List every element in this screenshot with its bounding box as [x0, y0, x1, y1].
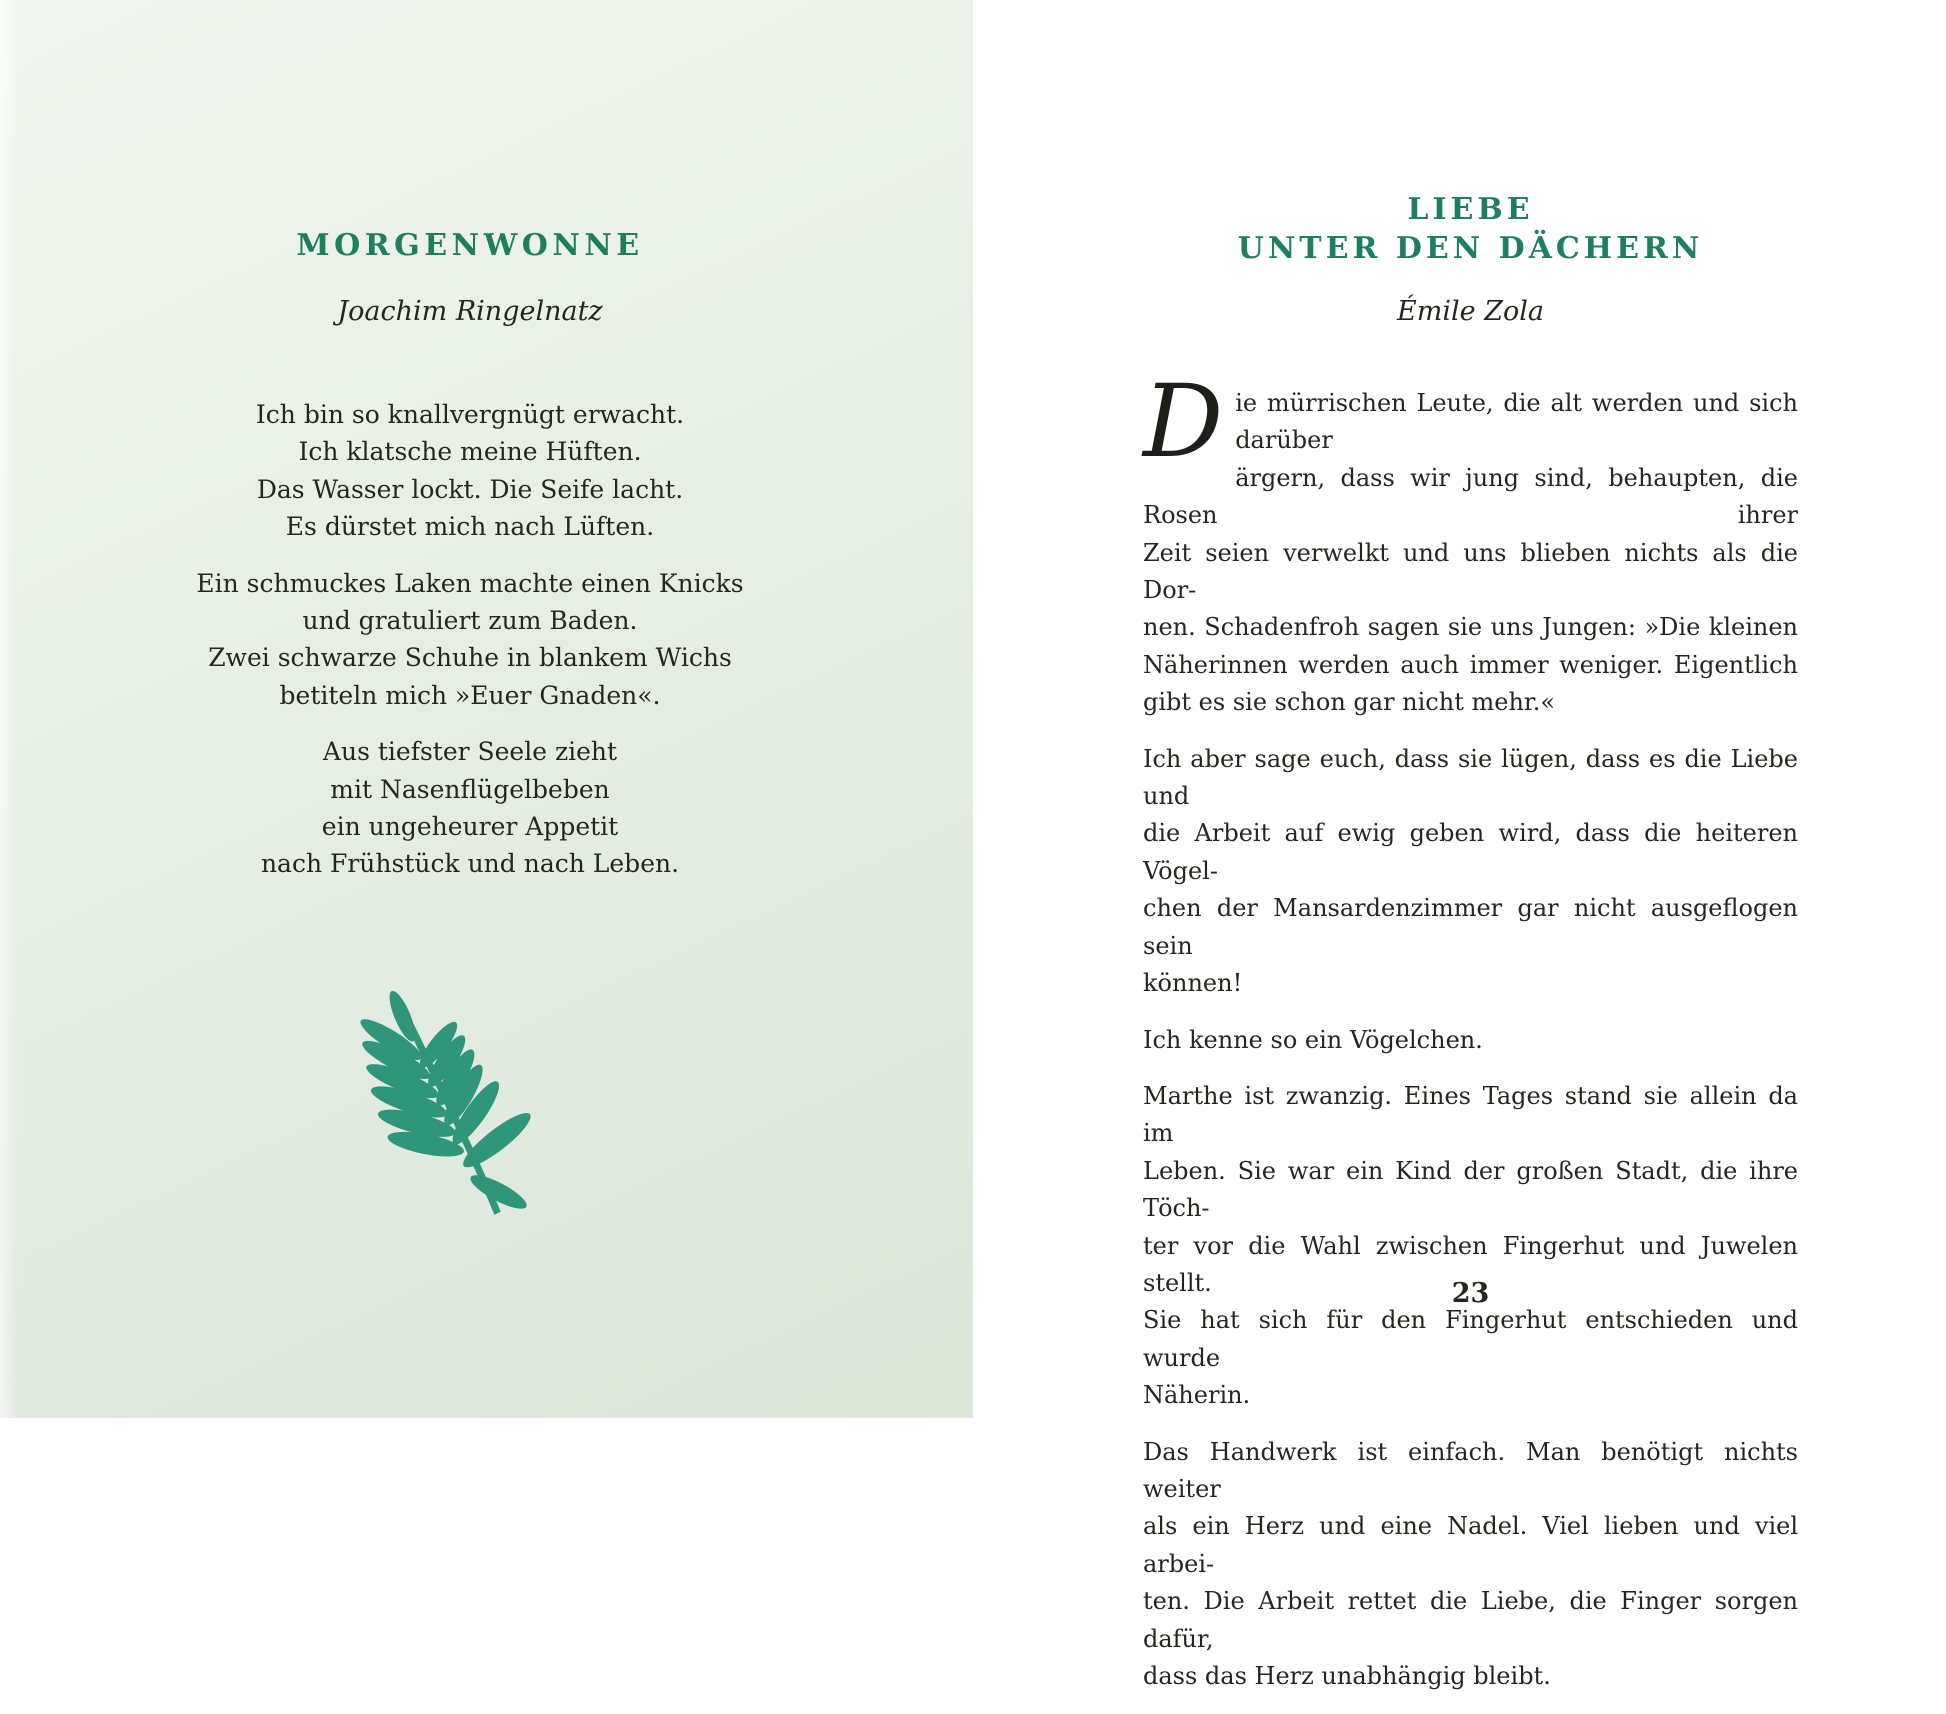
poem-line: ein ungeheurer Appetit	[321, 812, 619, 842]
text-line: Näherin.	[1143, 1381, 1251, 1410]
poem-line: Ein schmuckes Laken machte einen Knicks	[196, 568, 744, 598]
text-line: Näherinnen werden auch immer weniger. Eigentlich	[1143, 650, 1798, 679]
poem-stanza	[0, 733, 940, 883]
poem-line: Das Wasser lockt. Die Seife lacht.	[256, 474, 684, 504]
fern-leaf-icon	[362, 1008, 547, 1218]
poem-line: Es dürstet mich nach Lüften.	[285, 512, 655, 542]
paragraph	[1143, 1022, 1798, 1059]
right-page	[973, 0, 1946, 1690]
text-line: Sie hat sich für den Fingerhut entschieden und wurde	[1143, 1306, 1798, 1372]
text-line: die Arbeit auf ewig geben wird, dass die heiteren Vögel-	[1143, 819, 1798, 885]
poem-line: Ich bin so knallvergnügt erwacht.	[255, 400, 685, 429]
right-page-content	[1143, 0, 1798, 1690]
poem-body	[0, 396, 940, 902]
text-line: Zeit seien verwelkt und uns blieben nichts als die Dor-	[1143, 538, 1798, 605]
text-line: können!	[1143, 969, 1243, 998]
poem-author: Joachim Ringelnatz	[337, 296, 603, 327]
text-line: Marthe ist zwanzig. Eines Tages stand sie allein da im	[1143, 1081, 1798, 1148]
poem-stanza	[0, 565, 940, 715]
left-page-content	[0, 0, 940, 1418]
paragraph	[1143, 363, 1798, 722]
text-line: ie mürrischen Leute, die alt werden und sich darüber	[1235, 389, 1798, 455]
text-line: Ich aber sage euch, dass sie lügen, dass es die Liebe und	[1143, 744, 1798, 811]
chapter-author: Émile Zola	[1397, 296, 1544, 327]
text-line: ter vor die Wahl zwischen Fingerhut und Juwelen stellt.	[1143, 1231, 1798, 1297]
text-line: Leben. Sie war ein Kind der großen Stadt, die ihre Töch-	[1143, 1156, 1798, 1223]
text-line: ärgern, dass wir jung sind, behaupten, die Rosen ihrer	[1143, 463, 1798, 530]
text-line: gibt es sie schon gar nicht mehr.«	[1143, 688, 1556, 717]
poem-line: Aus tiefster Seele zieht	[322, 737, 618, 767]
text-line: dass das Herz unabhängig bleibt.	[1143, 1662, 1551, 1690]
left-page	[0, 0, 973, 1418]
poem-line: und gratuliert zum Baden.	[302, 606, 638, 636]
poem-line: nach Frühstück und nach Leben.	[260, 849, 680, 879]
chapter-body	[1143, 363, 1798, 1714]
chapter-title-line1: LIEBE	[1407, 192, 1534, 227]
text-line: Ich kenne so ein Vögelchen.	[1143, 1025, 1483, 1054]
poem-line: Ich klatsche meine Hüften.	[298, 437, 642, 467]
text-line: ten. Die Arbeit rettet die Liebe, die Finger sorgen dafür,	[1143, 1587, 1798, 1653]
text-line: als ein Herz und eine Nadel. Viel lieben und viel arbei-	[1143, 1512, 1798, 1578]
text-line: Das Handwerk ist einfach. Man benötigt nichts weiter	[1143, 1437, 1798, 1503]
text-line: nen. Schadenfroh sagen sie uns Jungen: »Die kleinen	[1143, 613, 1798, 642]
text-line: chen der Mansardenzimmer gar nicht ausgeflogen sein	[1143, 894, 1798, 960]
poem-line: Zwei schwarze Schuhe in blankem Wichs	[208, 643, 732, 673]
poem-line: betiteln mich »Euer Gnaden«.	[279, 680, 661, 710]
drop-cap: D	[1143, 363, 1224, 480]
page-number: 23	[1451, 1278, 1490, 1309]
poem-stanza	[0, 396, 940, 546]
paragraph	[1143, 1434, 1798, 1696]
paragraph	[1143, 741, 1798, 1003]
chapter-title	[1143, 190, 1798, 268]
paragraph	[1143, 1078, 1798, 1415]
chapter-title-line2: UNTER DEN DÄCHERN	[1237, 231, 1704, 266]
poem-title: MORGENWONNE	[296, 228, 644, 263]
poem-line: mit Nasenflügelbeben	[330, 774, 610, 804]
